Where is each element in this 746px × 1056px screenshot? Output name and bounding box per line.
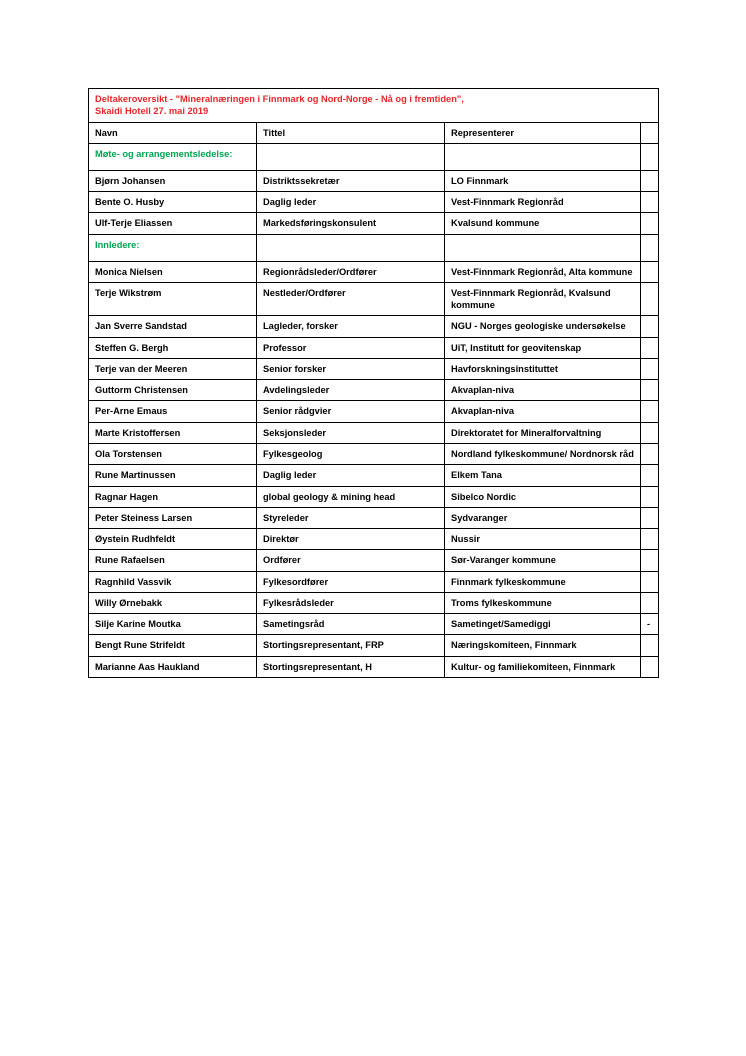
table-row xyxy=(89,465,659,486)
cell-represents: UiT, Institutt for geovitenskap xyxy=(445,337,641,358)
cell-name: Bengt Rune Strifeldt xyxy=(89,635,257,656)
cell-extra xyxy=(641,635,659,656)
participant-table xyxy=(88,88,659,678)
cell-title: Sametingsråd xyxy=(257,614,445,635)
cell-name: Ulf-Terje Eliassen xyxy=(89,213,257,234)
cell-extra xyxy=(641,550,659,571)
cell-name: Steffen G. Bergh xyxy=(89,337,257,358)
cell-title: Senior rådgvier xyxy=(257,401,445,422)
table-row xyxy=(89,486,659,507)
cell-extra xyxy=(641,261,659,282)
document-title-line1: Deltakeroversikt - "Mineralnæringen i Finnmark og Nord-Norge - Nå og i fremtiden", xyxy=(95,94,464,104)
table-row xyxy=(89,358,659,379)
cell-represents: Vest-Finnmark Regionråd xyxy=(445,192,641,213)
cell-extra xyxy=(641,465,659,486)
table-row xyxy=(89,170,659,191)
cell-name: Peter Steiness Larsen xyxy=(89,507,257,528)
cell-represents: Vest-Finnmark Regionråd, Alta kommune xyxy=(445,261,641,282)
cell-title: Direktør xyxy=(257,529,445,550)
column-header-navn: Navn xyxy=(89,122,257,143)
cell-represents: Sametinget/Samediggi xyxy=(445,614,641,635)
cell-represents: Vest-Finnmark Regionråd, Kvalsund kommune xyxy=(445,282,641,316)
table-row xyxy=(89,550,659,571)
table-row xyxy=(89,635,659,656)
table-row xyxy=(89,422,659,443)
cell-name: Bjørn Johansen xyxy=(89,170,257,191)
cell-represents: Sør-Varanger kommune xyxy=(445,550,641,571)
cell-extra xyxy=(641,592,659,613)
cell-represents: Nordland fylkeskommune/ Nordnorsk råd xyxy=(445,443,641,464)
table-body xyxy=(89,89,659,678)
column-header-tittel: Tittel xyxy=(257,122,445,143)
cell-represents xyxy=(445,234,641,261)
cell-represents: LO Finnmark xyxy=(445,170,641,191)
cell-title: Fylkesgeolog xyxy=(257,443,445,464)
table-row xyxy=(89,316,659,337)
cell-represents: Nussir xyxy=(445,529,641,550)
cell-extra xyxy=(641,401,659,422)
cell-name: Ragnar Hagen xyxy=(89,486,257,507)
cell-extra xyxy=(641,656,659,677)
cell-title: Markedsføringskonsulent xyxy=(257,213,445,234)
cell-represents: Sibelco Nordic xyxy=(445,486,641,507)
cell-extra xyxy=(641,282,659,316)
cell-title: Professor xyxy=(257,337,445,358)
cell-extra xyxy=(641,143,659,170)
table-header-row xyxy=(89,122,659,143)
cell-name: Jan Sverre Sandstad xyxy=(89,316,257,337)
cell-represents: Akvaplan-niva xyxy=(445,380,641,401)
cell-name: Terje van der Meeren xyxy=(89,358,257,379)
cell-title: Fylkesordfører xyxy=(257,571,445,592)
table-row xyxy=(89,213,659,234)
cell-represents: Finnmark fylkeskommune xyxy=(445,571,641,592)
cell-extra xyxy=(641,443,659,464)
cell-title: Regionrådsleder/Ordfører xyxy=(257,261,445,282)
table-row xyxy=(89,507,659,528)
cell-title: Styreleder xyxy=(257,507,445,528)
cell-extra xyxy=(641,380,659,401)
table-row xyxy=(89,143,659,170)
cell-represents: Sydvaranger xyxy=(445,507,641,528)
cell-name: Per-Arne Emaus xyxy=(89,401,257,422)
cell-title: global geology & mining head xyxy=(257,486,445,507)
table-row xyxy=(89,192,659,213)
cell-represents: Næringskomiteen, Finnmark xyxy=(445,635,641,656)
table-row xyxy=(89,656,659,677)
document-title-line2: Skaidi Hotell 27. mai 2019 xyxy=(95,106,209,117)
cell-title xyxy=(257,143,445,170)
cell-name: Ola Torstensen xyxy=(89,443,257,464)
cell-extra xyxy=(641,213,659,234)
cell-title: Ordfører xyxy=(257,550,445,571)
cell-title: Senior forsker xyxy=(257,358,445,379)
table-row xyxy=(89,282,659,316)
cell-title xyxy=(257,234,445,261)
cell-name: Marianne Aas Haukland xyxy=(89,656,257,677)
table-row xyxy=(89,234,659,261)
table-row xyxy=(89,261,659,282)
cell-name: Øystein Rudhfeldt xyxy=(89,529,257,550)
cell-title: Daglig leder xyxy=(257,465,445,486)
cell-represents: NGU - Norges geologiske undersøkelse xyxy=(445,316,641,337)
cell-title: Seksjonsleder xyxy=(257,422,445,443)
cell-extra xyxy=(641,234,659,261)
cell-name: Terje Wikstrøm xyxy=(89,282,257,316)
cell-represents: Troms fylkeskommune xyxy=(445,592,641,613)
cell-title: Avdelingsleder xyxy=(257,380,445,401)
cell-represents: Kvalsund kommune xyxy=(445,213,641,234)
cell-extra xyxy=(641,486,659,507)
table-row xyxy=(89,571,659,592)
cell-represents: Kultur- og familiekomiteen, Finnmark xyxy=(445,656,641,677)
cell-represents: Havforskningsinstituttet xyxy=(445,358,641,379)
cell-title: Stortingsrepresentant, H xyxy=(257,656,445,677)
cell-extra xyxy=(641,358,659,379)
cell-extra xyxy=(641,170,659,191)
cell-title: Stortingsrepresentant, FRP xyxy=(257,635,445,656)
cell-represents xyxy=(445,143,641,170)
column-header-representerer: Representerer xyxy=(445,122,641,143)
cell-title: Daglig leder xyxy=(257,192,445,213)
cell-name: Silje Karine Moutka xyxy=(89,614,257,635)
cell-extra xyxy=(641,571,659,592)
cell-name: Monica Nielsen xyxy=(89,261,257,282)
table-row xyxy=(89,443,659,464)
cell-name: Guttorm Christensen xyxy=(89,380,257,401)
table-row xyxy=(89,614,659,635)
column-header-extra xyxy=(641,122,659,143)
cell-name: Marte Kristoffersen xyxy=(89,422,257,443)
cell-extra xyxy=(641,316,659,337)
cell-represents: Direktoratet for Mineralforvaltning xyxy=(445,422,641,443)
table-row xyxy=(89,401,659,422)
cell-extra xyxy=(641,529,659,550)
cell-name: Rune Rafaelsen xyxy=(89,550,257,571)
cell-extra xyxy=(641,422,659,443)
cell-represents: Akvaplan-niva xyxy=(445,401,641,422)
cell-title: Lagleder, forsker xyxy=(257,316,445,337)
cell-title: Distriktssekretær xyxy=(257,170,445,191)
table-row xyxy=(89,337,659,358)
cell-extra xyxy=(641,337,659,358)
cell-name: Rune Martinussen xyxy=(89,465,257,486)
cell-represents: Elkem Tana xyxy=(445,465,641,486)
cell-title: Fylkesrådsleder xyxy=(257,592,445,613)
section-label: Møte- og arrangementsledelse: xyxy=(89,143,257,170)
cell-extra: - xyxy=(641,614,659,635)
cell-title: Nestleder/Ordfører xyxy=(257,282,445,316)
cell-extra xyxy=(641,192,659,213)
cell-name: Bente O. Husby xyxy=(89,192,257,213)
table-row xyxy=(89,529,659,550)
table-row xyxy=(89,592,659,613)
cell-extra xyxy=(641,507,659,528)
document-title xyxy=(89,89,659,123)
table-row xyxy=(89,380,659,401)
cell-name: Ragnhild Vassvik xyxy=(89,571,257,592)
table-title-row xyxy=(89,89,659,123)
section-label: Innledere: xyxy=(89,234,257,261)
cell-name: Willy Ørnebakk xyxy=(89,592,257,613)
